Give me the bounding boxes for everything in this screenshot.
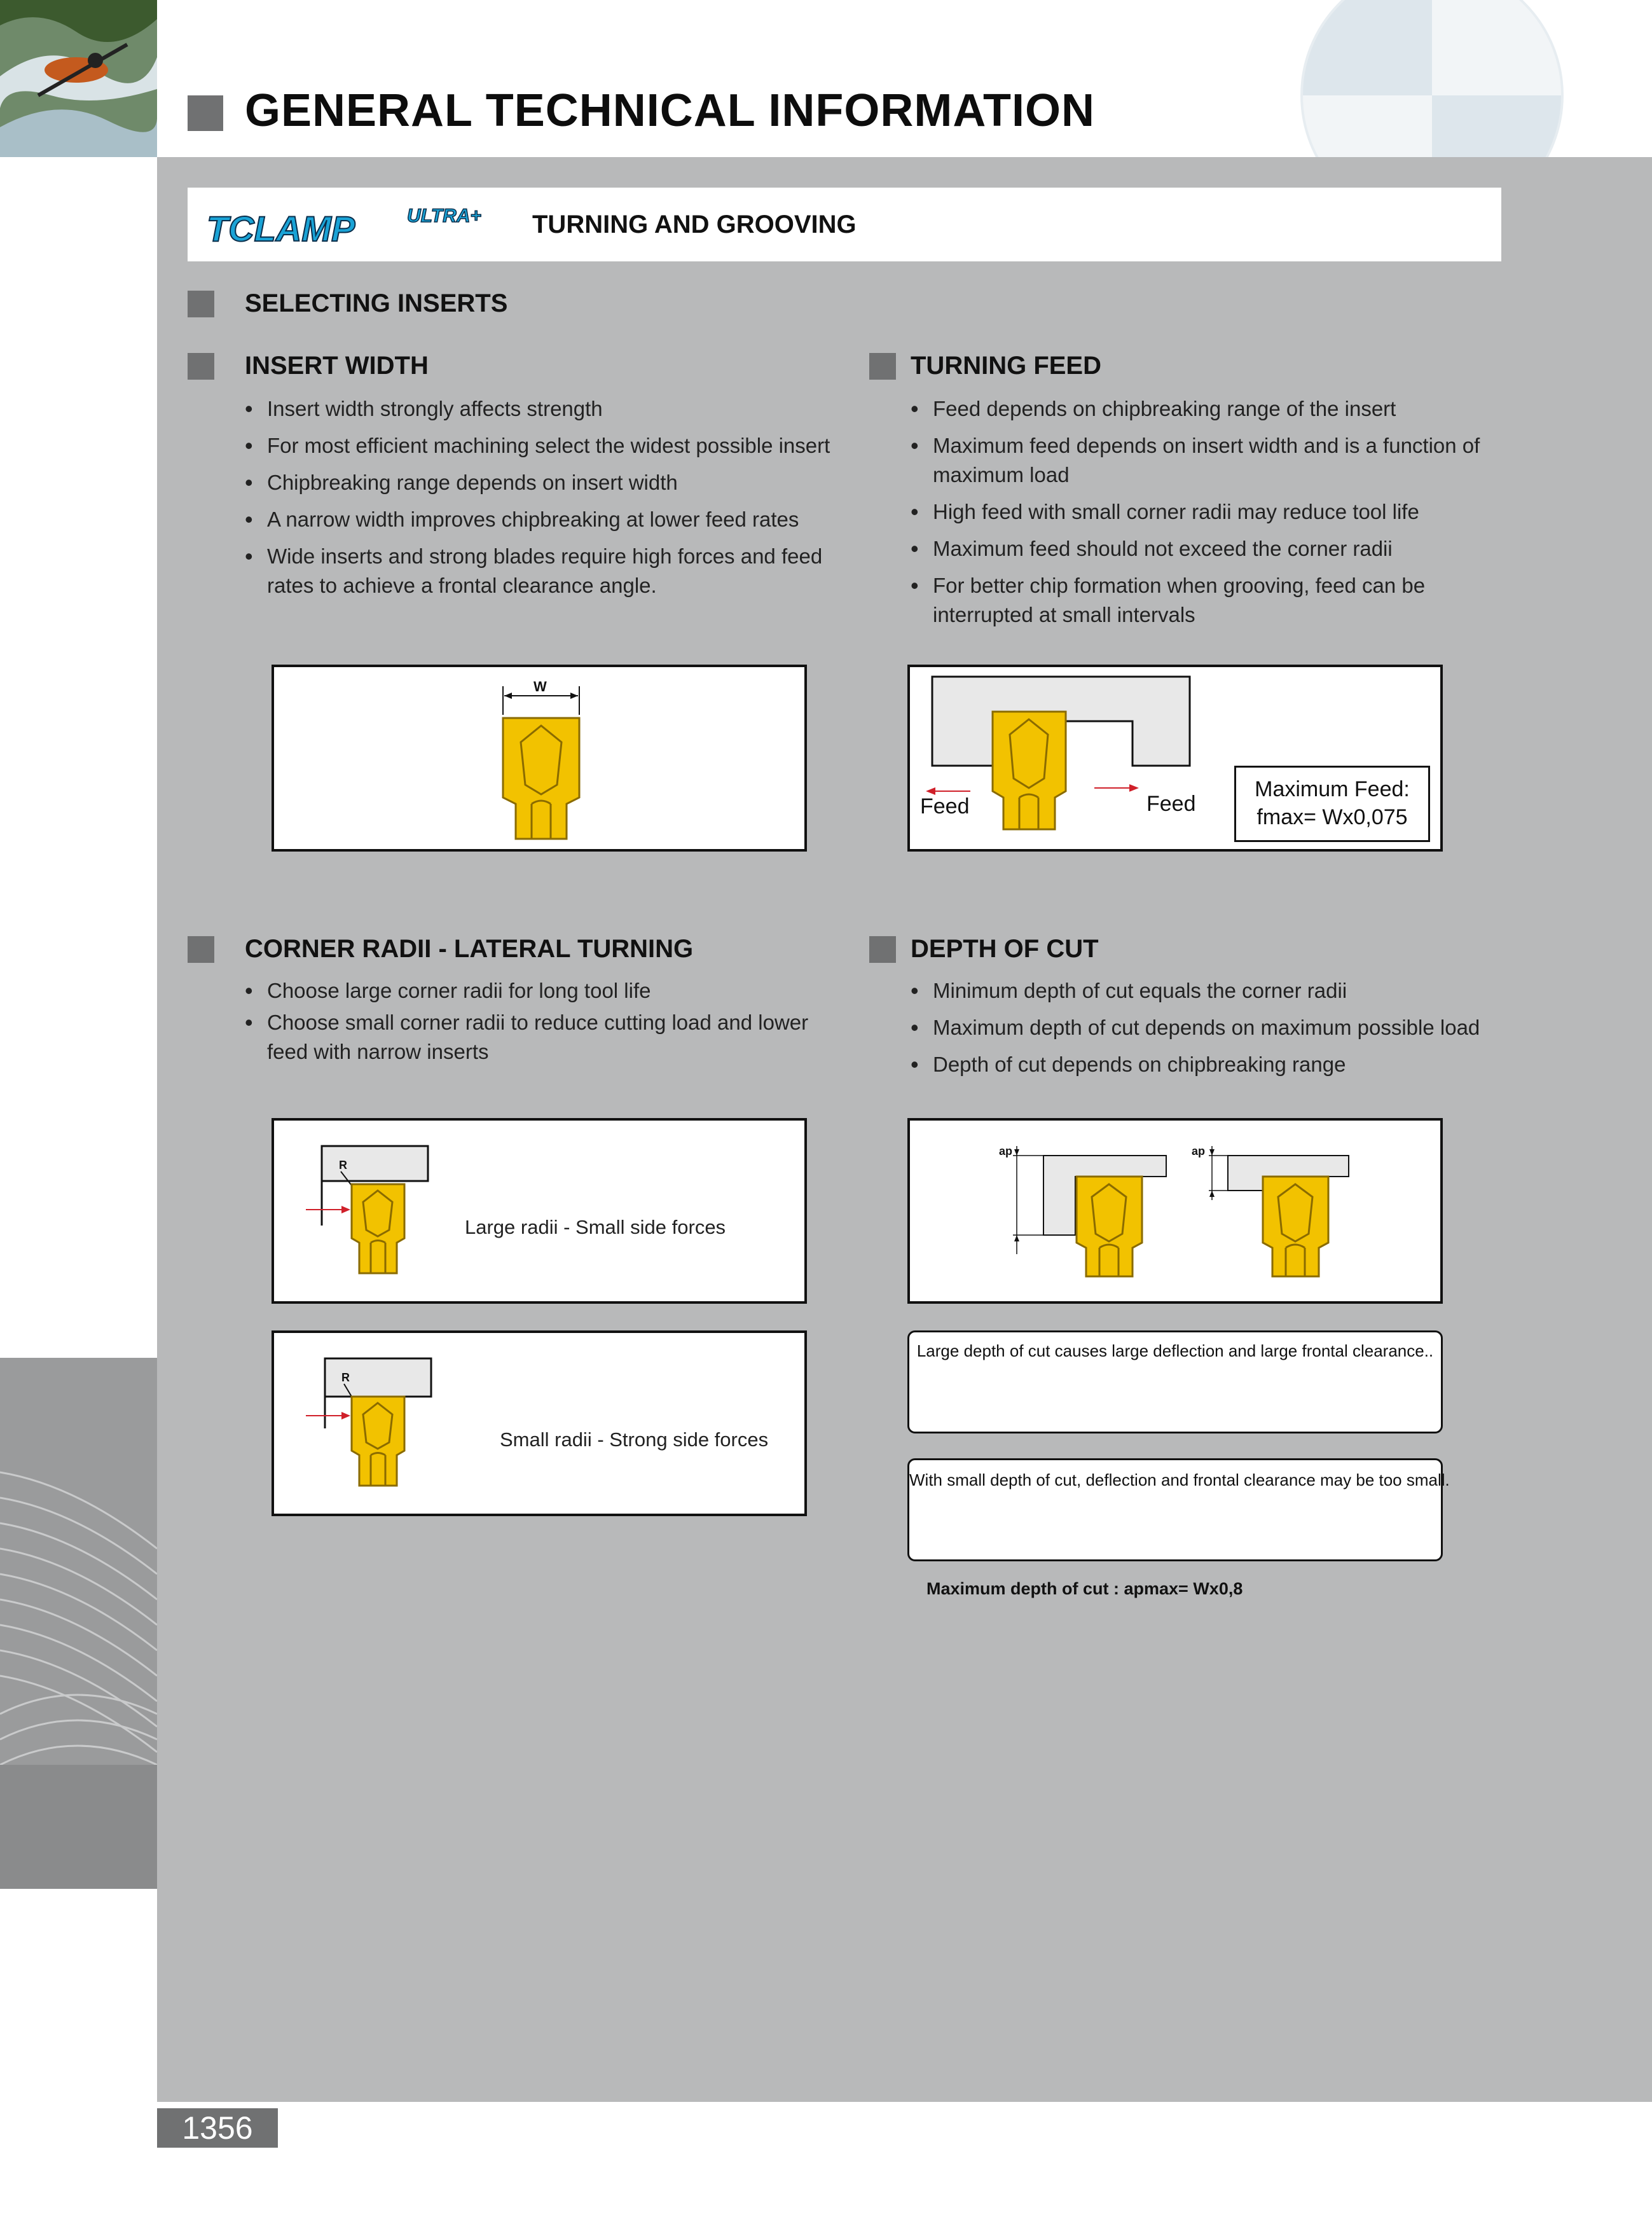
large-radii-diagram [272, 1118, 807, 1304]
list-item: • Choose small corner radii to reduce cutting load and lower feed with narrow inserts [245, 1008, 836, 1067]
large-depth-note-text: Large depth of cut causes large deflection and large frontal clearance.. [916, 1341, 1434, 1360]
list-item: • A narrow width improves chipbreaking at lower feed rates [245, 505, 849, 534]
tclamp-logo [207, 202, 537, 252]
insert-width-diagram [272, 665, 807, 852]
svg-text:ULTRA+: ULTRA+ [407, 205, 481, 226]
corner-radii-square-icon [188, 936, 214, 963]
max-feed-box [1234, 766, 1430, 842]
insert-width-heading: INSERT WIDTH [245, 352, 429, 380]
radius-label: R [341, 1371, 350, 1384]
insert-shape [503, 718, 579, 839]
turning-feed-bullets [911, 394, 1496, 637]
width-label: W [533, 679, 547, 694]
depth-of-cut-square-icon [869, 936, 896, 963]
large-depth-note [907, 1330, 1443, 1433]
small-depth-note [907, 1458, 1450, 1561]
max-depth-formula: Maximum depth of cut : apmax= Wx0,8 [926, 1579, 1243, 1598]
corner-radii-bullets [245, 976, 836, 1074]
list-item: • Depth of cut depends on chipbreaking range [911, 1050, 1496, 1079]
product-banner [188, 188, 1501, 261]
ap-label: ap [1192, 1145, 1206, 1157]
max-feed-label: Maximum Feed: [1255, 777, 1410, 801]
turning-feed-square-icon [869, 353, 896, 380]
list-item: • Maximum feed should not exceed the corner radii [911, 534, 1496, 563]
list-item: • High feed with small corner radii may reduce tool life [911, 497, 1496, 527]
header-photo [0, 0, 157, 157]
svg-text:TCLAMP: TCLAMP [207, 209, 355, 249]
radius-label: R [339, 1159, 347, 1171]
small-radii-caption: Small radii - Strong side forces [500, 1428, 769, 1451]
feed-left-label: Feed [920, 794, 970, 818]
large-radii-caption: Large radii - Small side forces [465, 1216, 726, 1238]
depth-of-cut-bullets [911, 976, 1496, 1087]
list-item: • Maximum depth of cut depends on maximum possible load [911, 1013, 1496, 1042]
feed-right-label: Feed [1146, 792, 1196, 816]
page-title: GENERAL TECHNICAL INFORMATION [245, 85, 1095, 136]
list-item: • Minimum depth of cut equals the corner radii [911, 976, 1496, 1005]
max-feed-formula: fmax= Wx0,075 [1256, 805, 1408, 829]
turning-feed-diagram [907, 665, 1443, 852]
list-item: • Chipbreaking range depends on insert width [245, 468, 849, 497]
insert-width-square-icon [188, 353, 214, 380]
list-item: • Maximum feed depends on insert width and is a function of maximum load [911, 431, 1496, 490]
small-radii-diagram [272, 1330, 807, 1516]
section-square-icon [188, 291, 214, 317]
corner-radii-heading: CORNER RADII - LATERAL TURNING [245, 935, 694, 963]
list-item: • For most efficient machining select the widest possible insert [245, 431, 849, 460]
list-item: • For better chip formation when grooving, feed can be interrupted at small intervals [911, 571, 1496, 630]
title-square-icon [188, 95, 223, 131]
depth-of-cut-diagram [907, 1118, 1443, 1304]
list-item: • Choose large corner radii for long tool life [245, 976, 836, 1005]
depth-of-cut-heading: DEPTH OF CUT [911, 935, 1099, 963]
sidebar-pattern [0, 1358, 157, 1889]
list-item: • Feed depends on chipbreaking range of the insert [911, 394, 1496, 424]
insert-width-bullets [245, 394, 849, 608]
list-item: • Insert width strongly affects strength [245, 394, 849, 424]
page-number: 1356 [157, 2108, 278, 2148]
ap-label: ap [999, 1145, 1013, 1157]
small-depth-note-text: With small depth of cut, deflection and frontal clearance may be too small. [909, 1470, 1450, 1489]
section-title: SELECTING INSERTS [245, 289, 508, 317]
banner-text: TURNING AND GROOVING [532, 211, 857, 238]
list-item: • Wide inserts and strong blades require high forces and feed rates to achieve a frontal clearance angle. [245, 542, 849, 600]
turning-feed-heading: TURNING FEED [911, 352, 1101, 380]
